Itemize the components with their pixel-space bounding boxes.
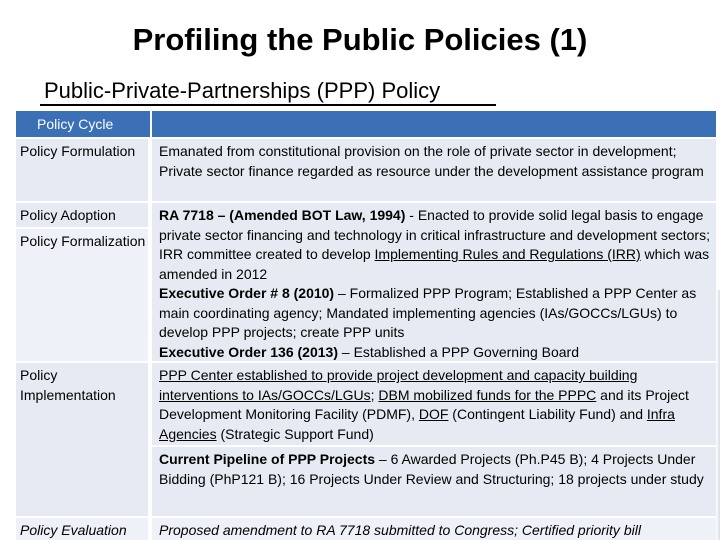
impl-text-2: (Contingent Liability Fund) and (448, 406, 647, 422)
infra-agencies-link[interactable]: Infra Agencies (159, 406, 675, 442)
impl-text-1: and its Project Development Monitoring Facility (PDMF), (159, 386, 689, 422)
ra7718-text-b: which was amended in 2012 (159, 246, 710, 282)
dbm-link[interactable]: DBM mobilized funds for the PPPC (378, 386, 597, 403)
table-header-policy-cycle (16, 111, 152, 137)
slide-subtitle: Public-Private-Partnerships (PPP) Policy (44, 78, 441, 103)
eo136-heading: Executive Order 136 (2013) (159, 343, 338, 360)
ra7718-text-a: - Enacted to provide solid legal basis to engage private sector financing and technology in critical infrastructure and development sectors; IRR committee created to develop (159, 207, 710, 262)
impl-sep: ; (370, 386, 379, 403)
eo8-text: – Formalized PPP Program; Established a PPP Center as main coordinating agency; Mandated implementing agencies (IAs/GOCCs/LGUs) to develop PPP projects; create PPP units (159, 285, 697, 340)
irr-link[interactable]: Implementing Rules and Regulations (IRR) (374, 246, 641, 262)
policy-table (16, 111, 716, 540)
pipeline-heading: Current Pipeline of PPP Projects (159, 451, 376, 467)
eo136-text: – Established a PPP Governing Board (338, 343, 580, 360)
row-text-pipeline (152, 447, 716, 518)
table-header-blank (152, 111, 716, 137)
impl-text-3: (Strategic Support Fund) (216, 425, 374, 442)
row-text-adoption-formalization (152, 203, 716, 363)
dof-link[interactable]: DOF (418, 406, 449, 422)
ra7718-heading: RA 7718 – (Amended BOT Law, 1994) (159, 207, 406, 223)
row-text-implementation (152, 363, 716, 447)
row-label-implementation: Policy Implementation (16, 363, 150, 518)
row-label-evaluation: Policy Evaluation (16, 518, 150, 540)
table-header-label: Policy Cycle (37, 116, 114, 132)
eo8-heading: Executive Order # 8 (2010) (159, 285, 335, 301)
row-text-evaluation: Proposed amendment to RA 7718 submitted to Congress; Certified priority bill (152, 518, 716, 540)
row-label-formulation: Policy Formulation (16, 139, 150, 203)
row-label-formalization: Policy Formalization (16, 229, 150, 363)
row-text-formulation: Emanated from constitutional provision on the role of private sector in development; Private sector finance regarded as resource under the development assistance program (152, 139, 716, 203)
slide-edge-shadow (716, 290, 720, 540)
subtitle-underline (40, 104, 496, 106)
slide-title: Profiling the Public Policies (1) (132, 22, 588, 57)
row-label-adoption: Policy Adoption (16, 203, 150, 229)
ppp-center-link[interactable]: PPP Center established to provide project development and capacity building interventions to IAs/GOCCs/LGUs (159, 367, 638, 403)
pipeline-text: – 6 Awarded Projects (Ph.P45 B); 4 Projects Under Bidding (PhP121 B); 16 Projects Under Review and Structuring; 18 projects under study (159, 451, 704, 487)
